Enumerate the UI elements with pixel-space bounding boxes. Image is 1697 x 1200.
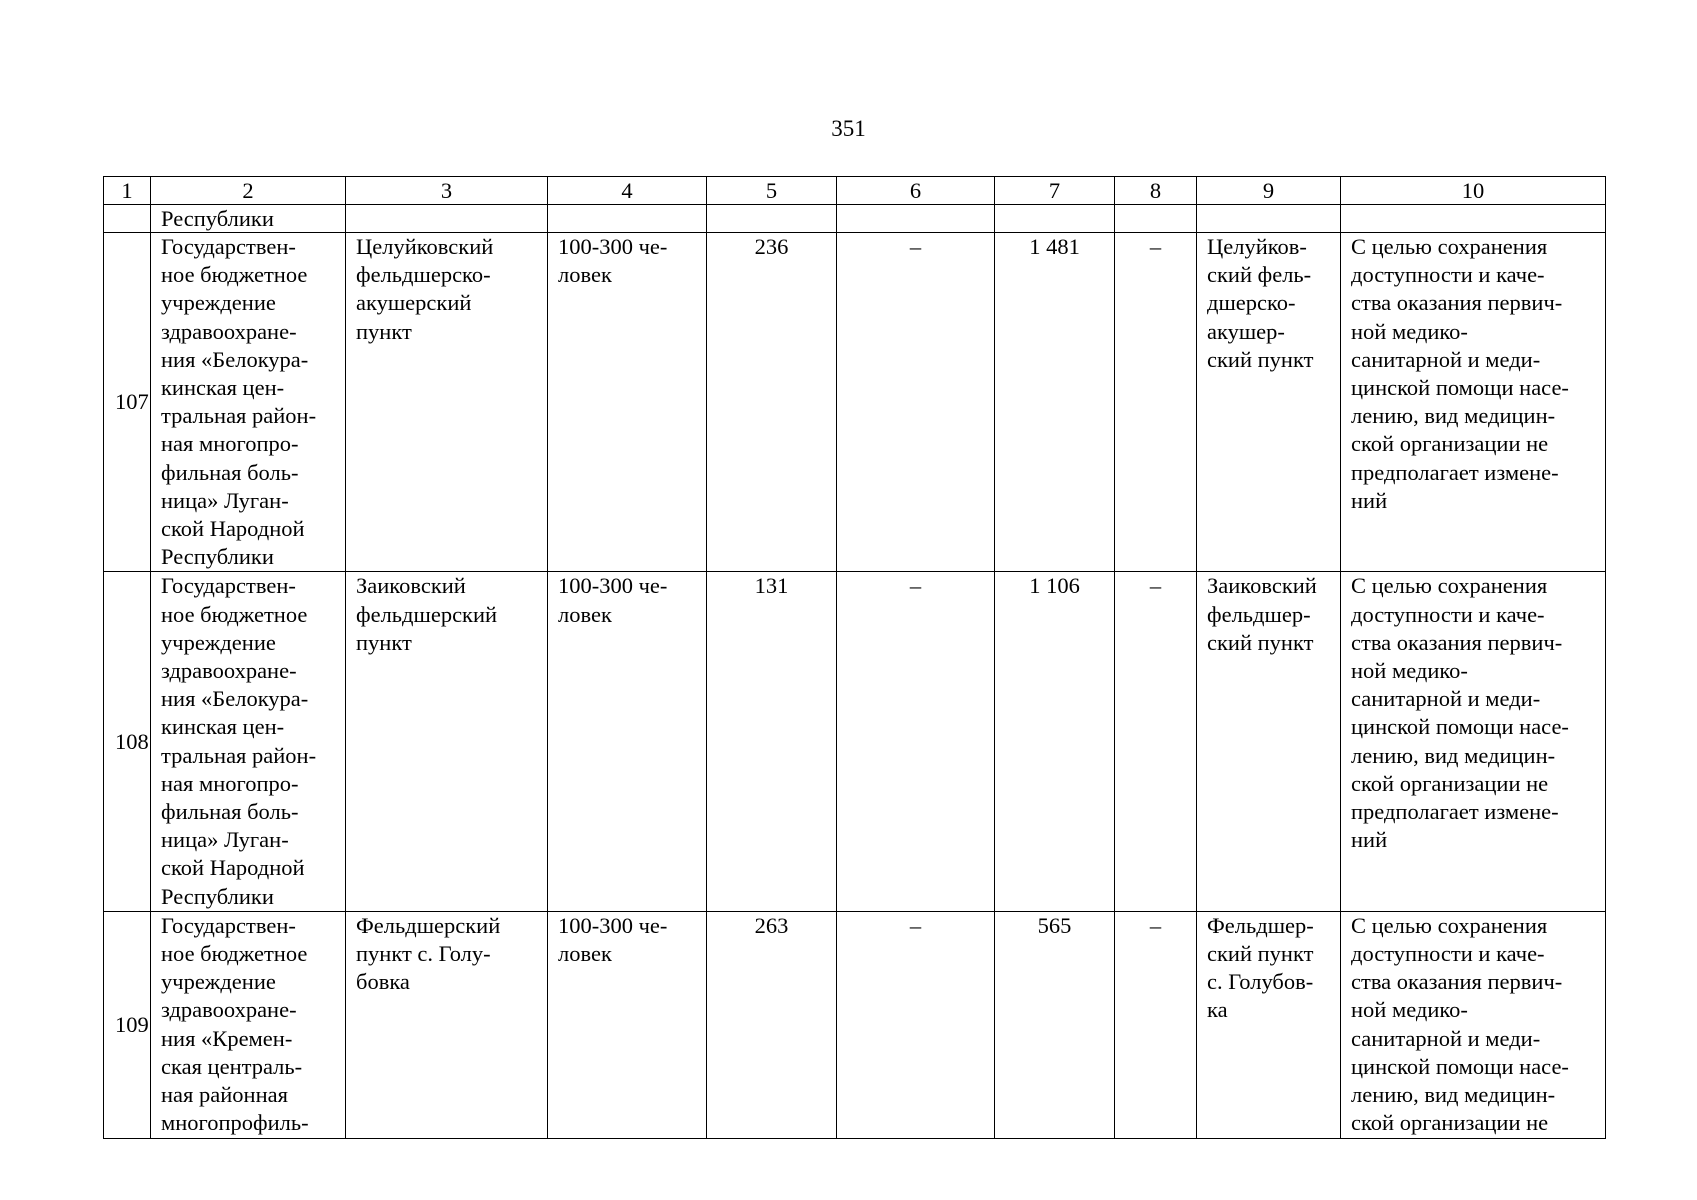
column-number: 3 [346,177,548,205]
organization-cell: Государствен- ное бюджетное учреждение здравоохране- ния «Белокура- кинская цен- тральная район- ная многопро- фильная боль- ница» Луган- ской Народной Республики [151,572,346,911]
justification-cell: С целью сохранения доступности и каче- ства оказания первич- ной медико- санитарной и меди- цинской помощи насе- лению, вид медицин- ской организации не предполагает измене- ний [1341,233,1606,572]
table-row [104,911,1606,1138]
table-row [104,233,1606,572]
page-number: 351 [831,116,866,141]
facilities-table [103,176,1606,1139]
facility-name-cell: Фельдшерский пункт с. Голу- бовка [346,911,548,1138]
new-facility-name-cell: Заиковский фельдшер- ский пункт [1197,572,1341,911]
column-number: 6 [837,177,995,205]
population-range-cell: 100-300 че- ловек [548,233,707,572]
organization-cell: Республики [151,205,346,233]
value-cell: – [837,572,995,911]
table-cell [1115,205,1197,233]
value-cell: – [1115,572,1197,911]
organization-cell: Государствен- ное бюджетное учреждение здравоохране- ния «Кремен- ская централь- ная районная многопрофиль- [151,911,346,1138]
facility-name-cell: Заиковский фельдшерский пункт [346,572,548,911]
value-cell: – [1115,911,1197,1138]
justification-cell: С целью сохранения доступности и каче- ства оказания первич- ной медико- санитарной и меди- цинской помощи насе- лению, вид медицин- ской организации не предполагает измене- ний [1341,572,1606,911]
table-cell [995,205,1115,233]
column-number: 8 [1115,177,1197,205]
table-cell [707,205,837,233]
table-row [104,572,1606,911]
column-number: 2 [151,177,346,205]
justification-cell: С целью сохранения доступности и каче- ства оказания первич- ной медико- санитарной и меди- цинской помощи насе- лению, вид медицин- ской организации не [1341,911,1606,1138]
value-cell: 1 106 [995,572,1115,911]
value-cell: 565 [995,911,1115,1138]
row-number: 109 [104,911,151,1138]
population-range-cell: 100-300 че- ловек [548,572,707,911]
table-cell [548,205,707,233]
facility-name-cell: Целуйковский фельдшерско- акушерский пункт [346,233,548,572]
table-cell [837,205,995,233]
column-number: 10 [1341,177,1606,205]
column-number-row [104,177,1606,205]
value-cell: 131 [707,572,837,911]
row-number: 107 [104,233,151,572]
table-cell [1197,205,1341,233]
value-cell: – [1115,233,1197,572]
table-cell [346,205,548,233]
column-number: 9 [1197,177,1341,205]
table-cell [1341,205,1606,233]
continuation-row [104,205,1606,233]
value-cell: – [837,233,995,572]
new-facility-name-cell: Фельдшер- ский пункт с. Голубов- ка [1197,911,1341,1138]
column-number: 5 [707,177,837,205]
population-range-cell: 100-300 че- ловек [548,911,707,1138]
table-cell [104,205,151,233]
value-cell: 1 481 [995,233,1115,572]
new-facility-name-cell: Целуйков- ский фель- дшерско- акушер- ский пункт [1197,233,1341,572]
organization-cell: Государствен- ное бюджетное учреждение здравоохране- ния «Белокура- кинская цен- тральная район- ная многопро- фильная боль- ница» Луган- ской Народной Республики [151,233,346,572]
column-number: 1 [104,177,151,205]
value-cell: 236 [707,233,837,572]
value-cell: 263 [707,911,837,1138]
column-number: 4 [548,177,707,205]
column-number: 7 [995,177,1115,205]
value-cell: – [837,911,995,1138]
row-number: 108 [104,572,151,911]
